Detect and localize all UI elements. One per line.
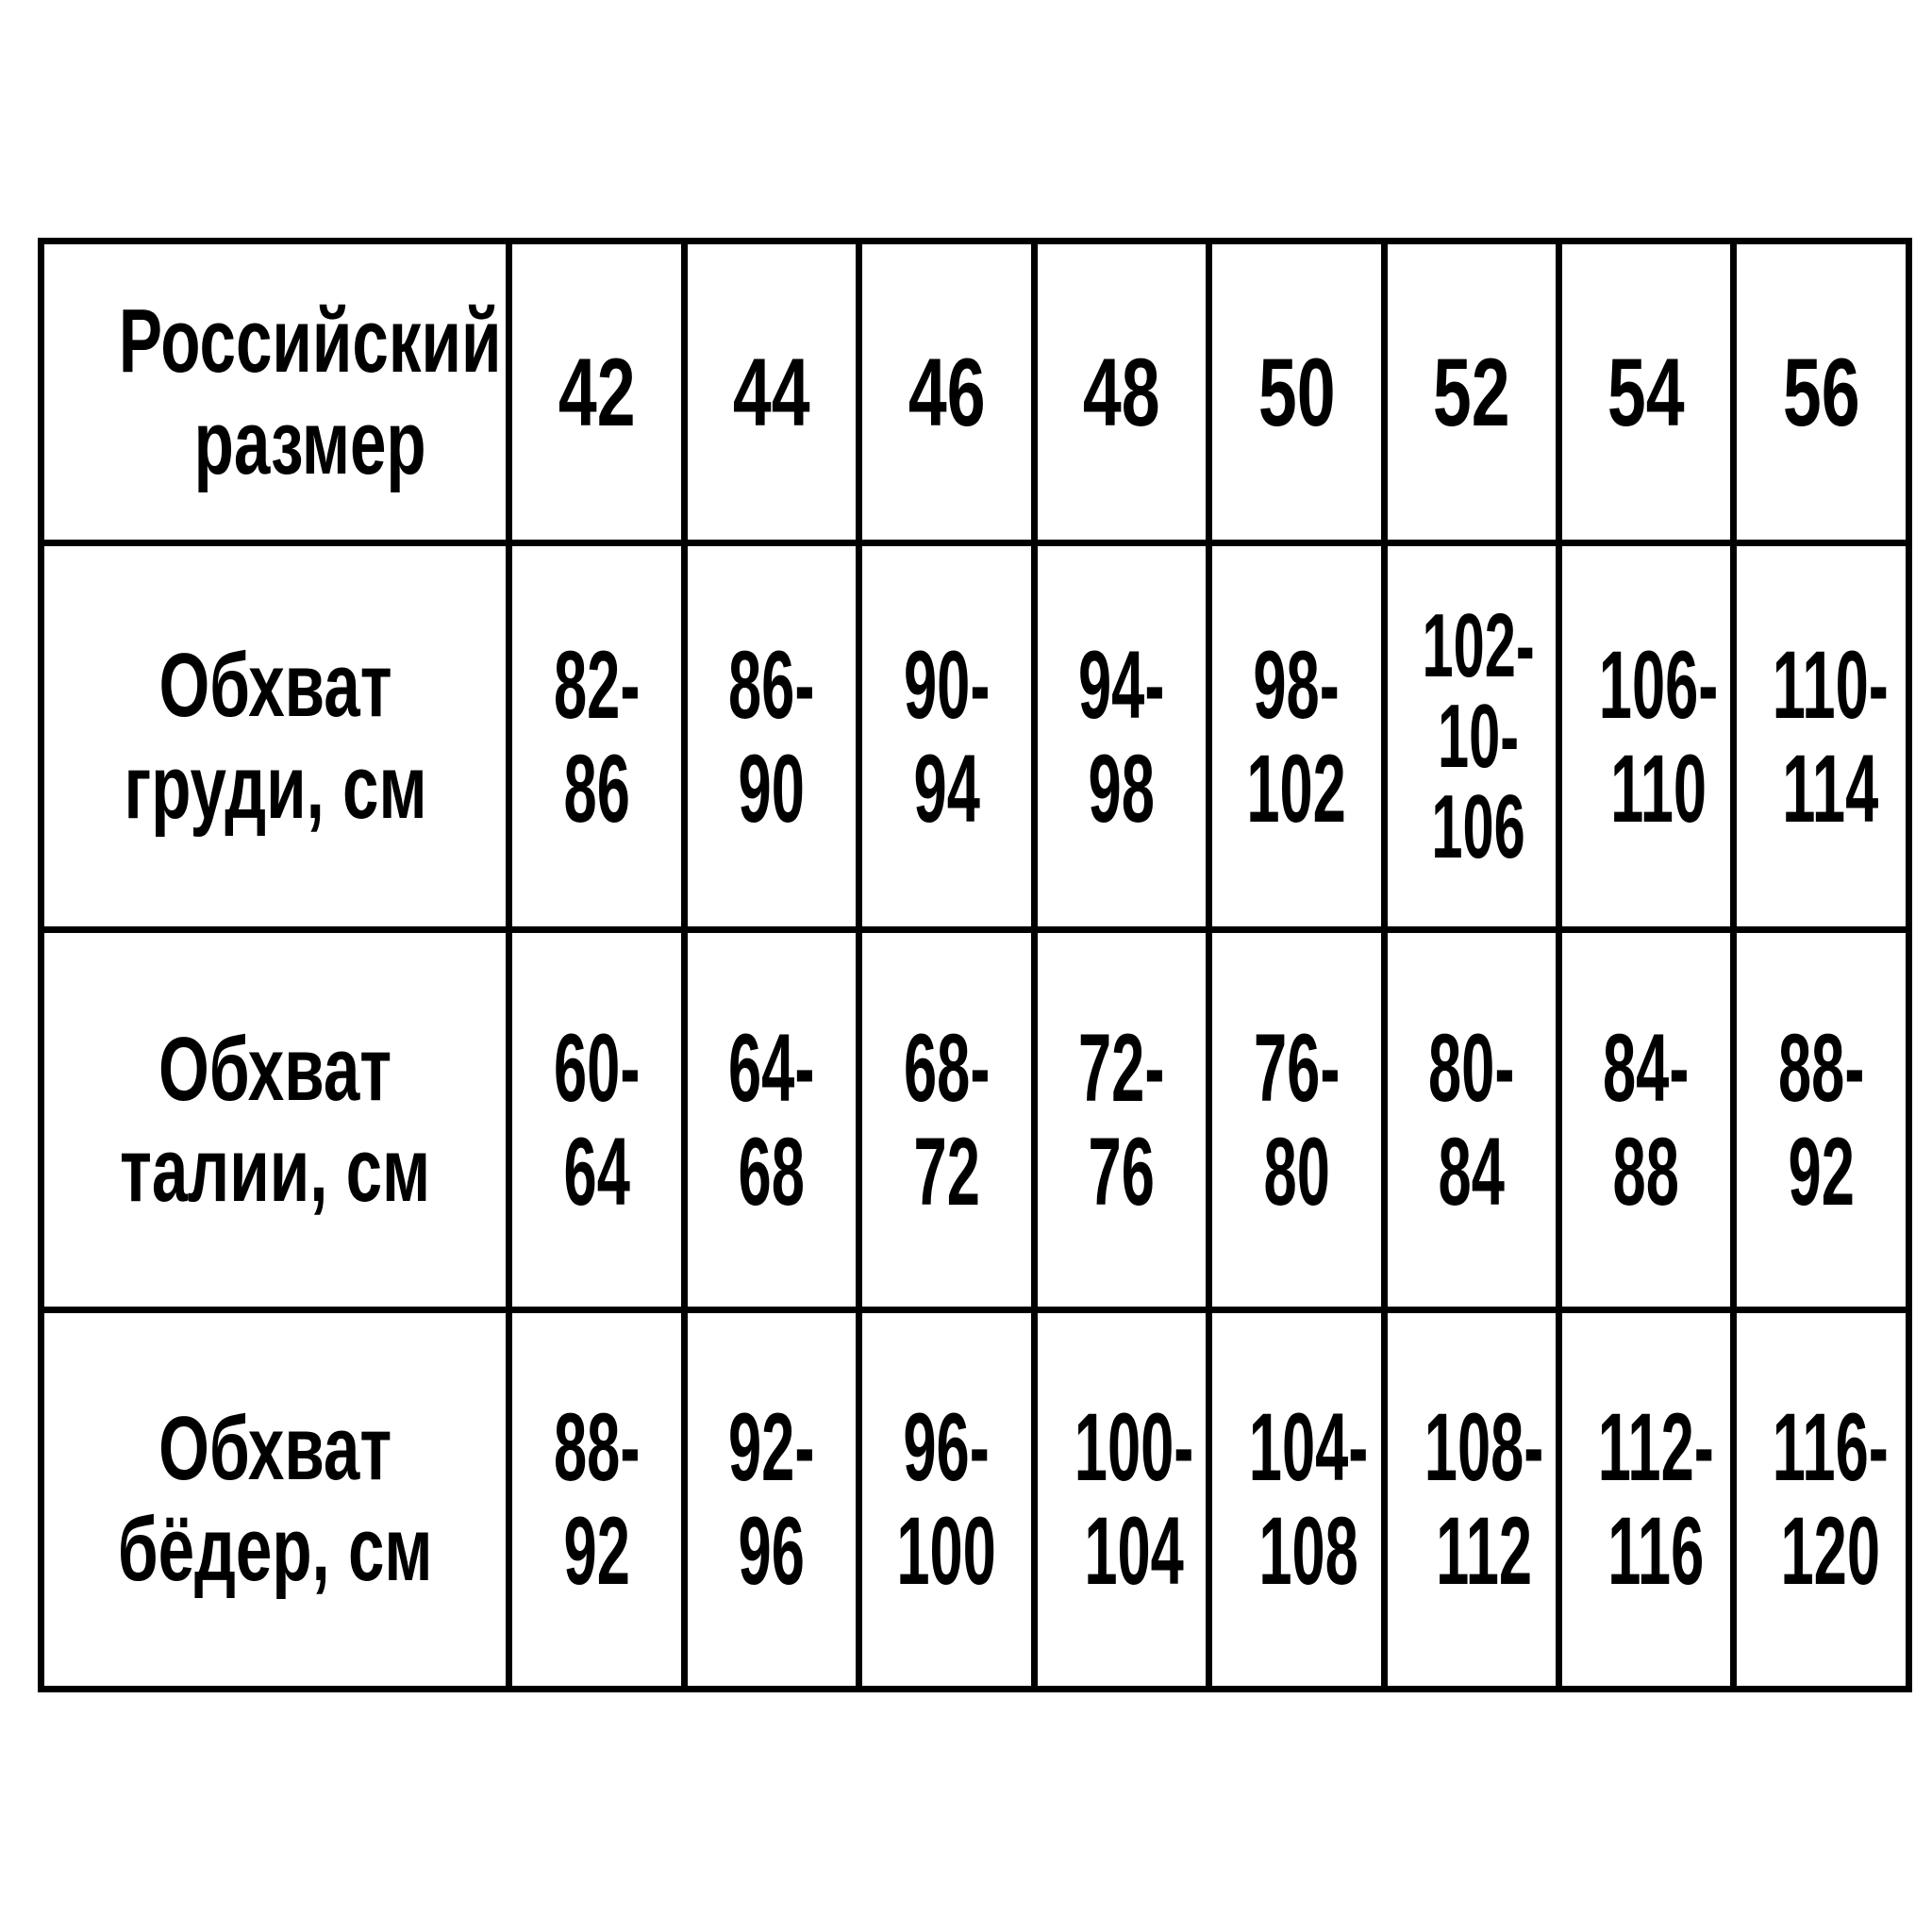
hips-value: 88- 92 [553, 1393, 641, 1606]
waist-label-cell [42, 930, 509, 1309]
size-value: 56 [1782, 338, 1860, 446]
hips-value: 100- 104 [1074, 1393, 1193, 1606]
waist-value: 68- 72 [903, 1013, 991, 1226]
waist-cell [1558, 930, 1733, 1309]
waist-value: 64- 68 [728, 1013, 815, 1226]
chest-value: 106- 110 [1598, 630, 1719, 842]
size-value: 52 [1432, 338, 1510, 446]
chest-value: 98- 102 [1246, 630, 1347, 842]
waist-cell [509, 930, 684, 1309]
waist-cell [859, 930, 1034, 1309]
size-value: 48 [1082, 338, 1160, 446]
size-cell-44 [684, 242, 858, 543]
waist-cell [1209, 930, 1384, 1309]
chest-cell [859, 543, 1034, 930]
header-label-cell [42, 242, 509, 543]
chest-cell [1384, 543, 1558, 930]
hips-cell [1384, 1309, 1558, 1689]
hips-value: 108- 112 [1424, 1393, 1543, 1606]
size-cell-50 [1209, 242, 1384, 543]
waist-cell [1034, 930, 1208, 1309]
hips-cell [1034, 1309, 1208, 1689]
hips-value: 112- 116 [1597, 1393, 1714, 1606]
waist-row [42, 930, 1909, 1309]
chest-row [42, 543, 1909, 930]
chest-value: 110- 114 [1773, 630, 1890, 842]
hips-cell [859, 1309, 1034, 1689]
chest-value: 90- 94 [903, 630, 991, 842]
waist-value: 80- 84 [1428, 1013, 1515, 1226]
waist-cell [1734, 930, 1909, 1309]
chest-cell [1558, 543, 1733, 930]
size-cell-48 [1034, 242, 1208, 543]
hips-value: 116- 120 [1773, 1393, 1890, 1606]
chest-cell [1734, 543, 1909, 930]
hips-label: Обхват бёдер, см [117, 1397, 433, 1601]
hips-cell [1558, 1309, 1733, 1689]
russian-size-label: Российский размер [118, 291, 502, 493]
chest-cell [684, 543, 858, 930]
chest-value: 94- 98 [1078, 630, 1165, 842]
hips-cell [1209, 1309, 1384, 1689]
hips-value: 92- 96 [728, 1393, 815, 1606]
waist-cell [1384, 930, 1558, 1309]
chest-cell [1209, 543, 1384, 930]
size-value: 54 [1607, 338, 1686, 446]
hips-cell [684, 1309, 858, 1689]
size-cell-42 [509, 242, 684, 543]
waist-value: 76- 80 [1253, 1013, 1340, 1226]
size-cell-52 [1384, 242, 1558, 543]
header-row [42, 242, 1909, 543]
waist-value: 84- 88 [1603, 1013, 1690, 1226]
waist-cell [684, 930, 858, 1309]
hips-cell [509, 1309, 684, 1689]
hips-value: 96- 100 [896, 1393, 997, 1606]
hips-label-cell [42, 1309, 509, 1689]
waist-value: 72- 76 [1078, 1013, 1165, 1226]
size-chart-table [38, 238, 1912, 1692]
size-cell-56 [1734, 242, 1909, 543]
size-value: 50 [1257, 338, 1336, 446]
hips-row [42, 1309, 1909, 1689]
size-cell-54 [1558, 242, 1733, 543]
size-value: 42 [558, 338, 636, 446]
chest-value: 86- 90 [728, 630, 815, 842]
hips-cell [1734, 1309, 1909, 1689]
chest-cell [1034, 543, 1208, 930]
chest-value: 82- 86 [553, 630, 641, 842]
hips-value: 104- 108 [1248, 1393, 1369, 1606]
waist-value: 60- 64 [553, 1013, 641, 1226]
chest-label: Обхват груди, см [124, 635, 427, 838]
size-value: 44 [733, 338, 810, 446]
waist-value: 88- 92 [1778, 1013, 1865, 1226]
size-value: 46 [908, 338, 986, 446]
chest-label-cell [42, 543, 509, 930]
size-cell-46 [859, 242, 1034, 543]
chest-value: 102- 10- 106 [1422, 594, 1535, 877]
chest-cell [509, 543, 684, 930]
waist-label: Обхват талии, см [120, 1018, 431, 1222]
